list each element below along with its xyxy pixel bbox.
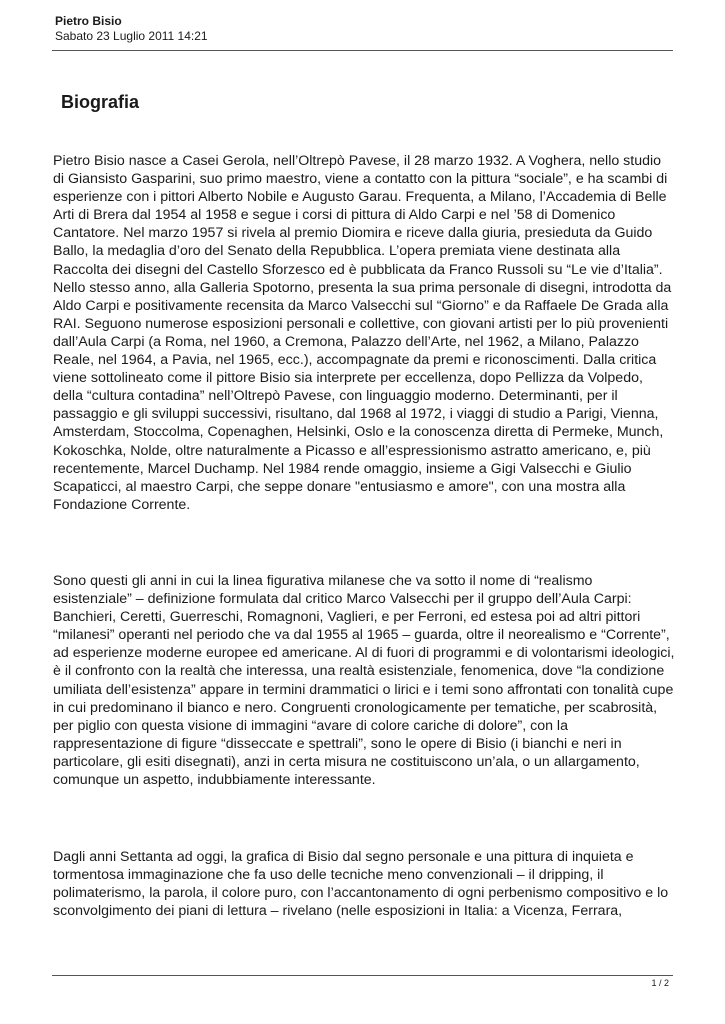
header-divider	[52, 50, 673, 51]
paragraph-2: Sono questi gli anni in cui la linea figurativa milanese che va sotto il nome di “realismo esistenziale” – definizione formulata dal critico Marco Valsecchi per il gruppo dell’Aula Carpi: Banchieri, Ceretti, Guerreschi, Romagnoni, Vaglieri, e per Ferroni, ed estesa poi ad altri pittori “milanesi” operanti nel periodo che va dal 1955 al 1965 – guarda, oltre il neorealismo e “Corrente”, ad esperienze moderne europee ed americane. Al di fuori di programmi e di volontarismi ideologici, è il confronto con la realtà che interessa, una realtà esistenziale, fenomenica, dove “la condizione umiliata dell’esistenza” appare in termini drammatici o lirici e i temi sono affrontati con tonalità cupe in cui predominano il bianco e nero. Congruenti cronologicamente per tematiche, per scabrosità, per piglio con questa visione di immagini “avare di colore cariche di dolore”, con la rappresentazione di figure “disseccate e spettrali”, sono le opere di Bisio (i bianchi e neri in particolare, gli esiti disegnati), anzi in certa misura ne costituiscono un’ala, o un allargamento, comunque un aspetto, indubbiamente interessante.	[53, 573, 675, 789]
page-number: 1 / 2	[651, 978, 669, 988]
paragraph-3: Dagli anni Settanta ad oggi, la grafica di Bisio dal segno personale e una pittura di inquieta e tormentosa immaginazione che fa uso delle tecniche meno convenzionali – il dripping, il polimaterismo, la parola, il colore puro, con l’accantonamento di ogni perbenismo compositivo e lo sconvolgimento dei piani di lettura – rivelano (nelle esposizioni in Italia: a Vicenza, Ferrara,	[53, 849, 669, 920]
header-date: Sabato 23 Luglio 2011 14:21	[55, 29, 208, 43]
article-title: Biografia	[61, 92, 140, 112]
footer-divider	[52, 975, 673, 976]
header-author: Pietro Bisio	[55, 14, 122, 28]
page-header	[55, 14, 673, 44]
paragraph-1: Pietro Bisio nasce a Casei Gerola, nell’Oltrepò Pavese, il 28 marzo 1932. A Voghera, nello studio di Giansisto Gasparini, suo primo maestro, viene a contatto con la pittura “sociale”, e ha scambi di esperienze con i pittori Alberto Nobile e Augusto Garau. Frequenta, a Milano, l’Accademia di Belle Arti di Brera dal 1954 al 1958 e segue i corsi di pittura di Aldo Carpi e nel ’58 di Domenico Cantatore. Nel marzo 1957 si rivela al premio Diomira e riceve dalla giuria, presieduta da Guido Ballo, la medaglia d’oro del Senato della Repubblica. L’opera premiata viene destinata alla Raccolta dei disegni del Castello Sforzesco ed è pubblicata da Franco Russoli su “Le vie d’Italia”. Nello stesso anno, alla Galleria Spotorno, presenta la sua prima personale di disegni, introdotta da Aldo Carpi e positivamente recensita da Marco Valsecchi sul “Giorno” e da Raffaele De Grada alla RAI. Seguono numerose esposizioni personali e collettive, con giovani artisti per lo più provenienti dall’Aula Carpi (a Roma, nel 1960, a Cremona, Palazzo dell’Arte, nel 1962, a Milano, Palazzo Reale, nel 1964, a Pavia, nel 1965, ecc.), accompagnate da premi e riconoscimenti. Dalla critica viene sottolineato come il pittore Bisio sia interprete per eccellenza, dopo Pellizza da Volpedo, della “cultura contadina” nell’Oltrepò Pavese, con linguaggio moderno. Determinanti, per il passaggio e gli sviluppi successivi, risultano, dal 1968 al 1972, i viaggi di studio a Parigi, Vienna, Amsterdam, Stoccolma, Copenaghen, Helsinki, Oslo e la conoscenza diretta di Permeke, Munch, Kokoschka, Nolde, oltre naturalmente a Picasso e all’espressionismo astratto americano, e, più recentemente, Marcel Duchamp. Nel 1984 rende omaggio, insieme a Gigi Valsecchi e Giulio Scapaticci, al maestro Carpi, che seppe donare "entusiasmo e amore", con una mostra alla Fondazione Corrente.	[53, 153, 672, 513]
